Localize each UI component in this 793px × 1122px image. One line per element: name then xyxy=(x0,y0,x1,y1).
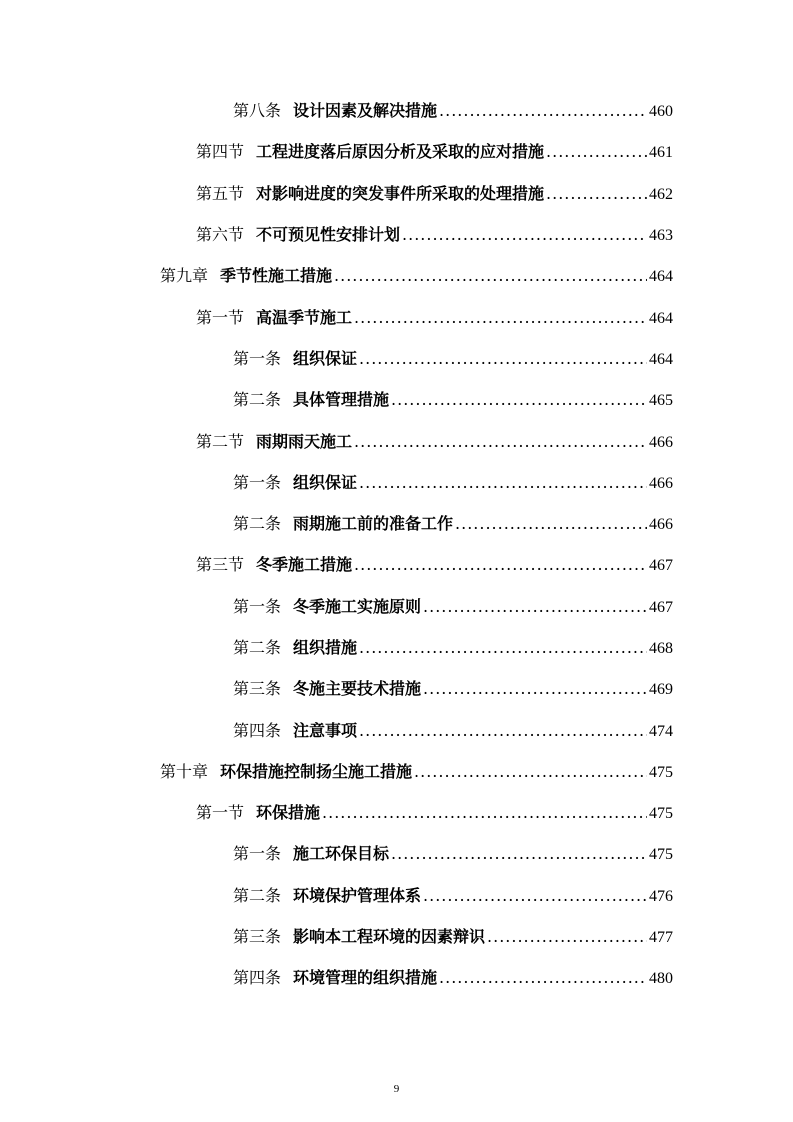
dot-leader xyxy=(359,638,647,657)
entry-title: 冬季施工实施原则 xyxy=(293,596,422,616)
entry-page: 467 xyxy=(649,557,673,575)
dot-leader xyxy=(455,514,647,533)
page-number: 9 xyxy=(393,1083,400,1095)
entry-page: 475 xyxy=(649,846,673,864)
toc-entry[interactable] xyxy=(0,667,793,708)
toc-entry[interactable] xyxy=(0,254,793,295)
toc-entry[interactable] xyxy=(0,419,793,460)
entry-title: 施工环保目标 xyxy=(293,844,390,864)
entry-title: 工程进度落后原因分析及采取的应对措施 xyxy=(256,142,545,162)
entry-title: 不可预见性安排计划 xyxy=(256,225,401,245)
dot-leader xyxy=(414,762,647,781)
table-of-contents xyxy=(0,89,793,998)
dot-leader xyxy=(546,142,647,161)
toc-entry[interactable] xyxy=(0,832,793,873)
dot-leader xyxy=(439,968,647,987)
entry-number: 第一条 xyxy=(233,844,282,864)
entry-number: 第一条 xyxy=(233,348,282,368)
entry-number: 第五节 xyxy=(196,183,245,203)
toc-entry[interactable] xyxy=(0,502,793,543)
entry-number: 第二条 xyxy=(233,390,282,410)
entry-page: 460 xyxy=(649,103,673,121)
entry-page: 474 xyxy=(649,722,673,740)
toc-entry[interactable] xyxy=(0,295,793,336)
entry-number: 第一节 xyxy=(196,307,245,327)
entry-number: 第八条 xyxy=(233,101,282,121)
toc-entry[interactable] xyxy=(0,915,793,956)
entry-title: 高温季节施工 xyxy=(256,307,353,327)
entry-page: 477 xyxy=(649,929,673,947)
dot-leader xyxy=(359,721,647,740)
entry-page: 464 xyxy=(649,309,673,327)
entry-number: 第四条 xyxy=(233,720,282,740)
dot-leader xyxy=(423,886,647,905)
entry-title: 对影响进度的突发事件所采取的处理措施 xyxy=(256,183,545,203)
dot-leader xyxy=(354,432,647,451)
entry-page: 480 xyxy=(649,970,673,988)
toc-entry[interactable] xyxy=(0,89,793,130)
entry-page: 467 xyxy=(649,598,673,616)
entry-page: 468 xyxy=(649,640,673,657)
entry-number: 第二条 xyxy=(233,638,282,657)
dot-leader xyxy=(402,225,647,244)
toc-entry[interactable] xyxy=(0,172,793,213)
toc-entry[interactable] xyxy=(0,791,793,832)
entry-title: 环保措施控制扬尘施工措施 xyxy=(220,761,413,781)
entry-number: 第六节 xyxy=(196,225,245,245)
dot-leader xyxy=(334,266,647,285)
dot-leader xyxy=(354,555,647,574)
entry-title: 组织措施 xyxy=(293,638,358,657)
entry-page: 462 xyxy=(649,185,673,203)
entry-title: 具体管理措施 xyxy=(293,390,390,410)
entry-title: 冬施主要技术措施 xyxy=(293,679,422,699)
entry-page: 476 xyxy=(649,887,673,905)
entry-number: 第二节 xyxy=(196,431,245,451)
entry-page: 466 xyxy=(649,474,673,492)
entry-number: 第二条 xyxy=(233,514,282,534)
dot-leader xyxy=(423,679,647,698)
dot-leader xyxy=(359,349,647,368)
dot-leader xyxy=(322,803,647,822)
entry-number: 第一条 xyxy=(233,472,282,492)
toc-entry[interactable] xyxy=(0,874,793,915)
entry-title: 环境保护管理体系 xyxy=(293,885,422,905)
entry-number: 第三条 xyxy=(233,927,282,947)
entry-number: 第十章 xyxy=(160,761,209,781)
dot-leader xyxy=(391,390,647,409)
dot-leader xyxy=(391,844,647,863)
entry-page: 461 xyxy=(649,144,673,162)
dot-leader xyxy=(359,473,647,492)
toc-entry[interactable] xyxy=(0,130,793,171)
dot-leader xyxy=(423,597,647,616)
dot-leader xyxy=(439,101,647,120)
entry-page: 464 xyxy=(649,350,673,368)
toc-entry[interactable] xyxy=(0,543,793,584)
toc-entry[interactable] xyxy=(0,585,793,626)
toc-entry[interactable] xyxy=(0,337,793,378)
toc-entry[interactable] xyxy=(0,461,793,502)
toc-entry[interactable] xyxy=(0,378,793,419)
entry-number: 第一条 xyxy=(233,596,282,616)
toc-entry[interactable] xyxy=(0,213,793,254)
entry-page: 466 xyxy=(649,516,673,534)
entry-title: 环保措施 xyxy=(256,803,321,823)
entry-title: 设计因素及解决措施 xyxy=(293,101,438,121)
entry-title: 雨期雨天施工 xyxy=(256,431,353,451)
entry-page: 463 xyxy=(649,227,673,245)
entry-title: 冬季施工措施 xyxy=(256,555,353,575)
entry-title: 组织保证 xyxy=(293,472,358,492)
entry-number: 第四节 xyxy=(196,142,245,162)
entry-title: 雨期施工前的准备工作 xyxy=(293,514,454,534)
dot-leader xyxy=(546,184,647,203)
entry-page: 475 xyxy=(649,763,673,781)
toc-entry[interactable] xyxy=(0,750,793,791)
entry-page: 469 xyxy=(649,681,673,699)
entry-number: 第二条 xyxy=(233,885,282,905)
entry-page: 475 xyxy=(649,805,673,823)
entry-page: 464 xyxy=(649,268,673,286)
entry-number: 第九章 xyxy=(160,266,209,286)
entry-page: 466 xyxy=(649,433,673,451)
entry-number: 第三节 xyxy=(196,555,245,575)
entry-title: 环境管理的组织措施 xyxy=(293,968,438,988)
toc-entry[interactable] xyxy=(0,626,793,667)
entry-title: 季节性施工措施 xyxy=(220,266,333,286)
entry-title: 影响本工程环境的因素辩识 xyxy=(293,927,486,947)
dot-leader xyxy=(487,927,647,946)
entry-number: 第四条 xyxy=(233,968,282,988)
entry-title: 组织保证 xyxy=(293,348,358,368)
toc-entry[interactable] xyxy=(0,956,793,997)
entry-number: 第三条 xyxy=(233,679,282,699)
toc-entry[interactable] xyxy=(0,708,793,749)
entry-number: 第一节 xyxy=(196,803,245,823)
entry-page: 465 xyxy=(649,392,673,410)
entry-title: 注意事项 xyxy=(293,720,358,740)
dot-leader xyxy=(354,308,647,327)
